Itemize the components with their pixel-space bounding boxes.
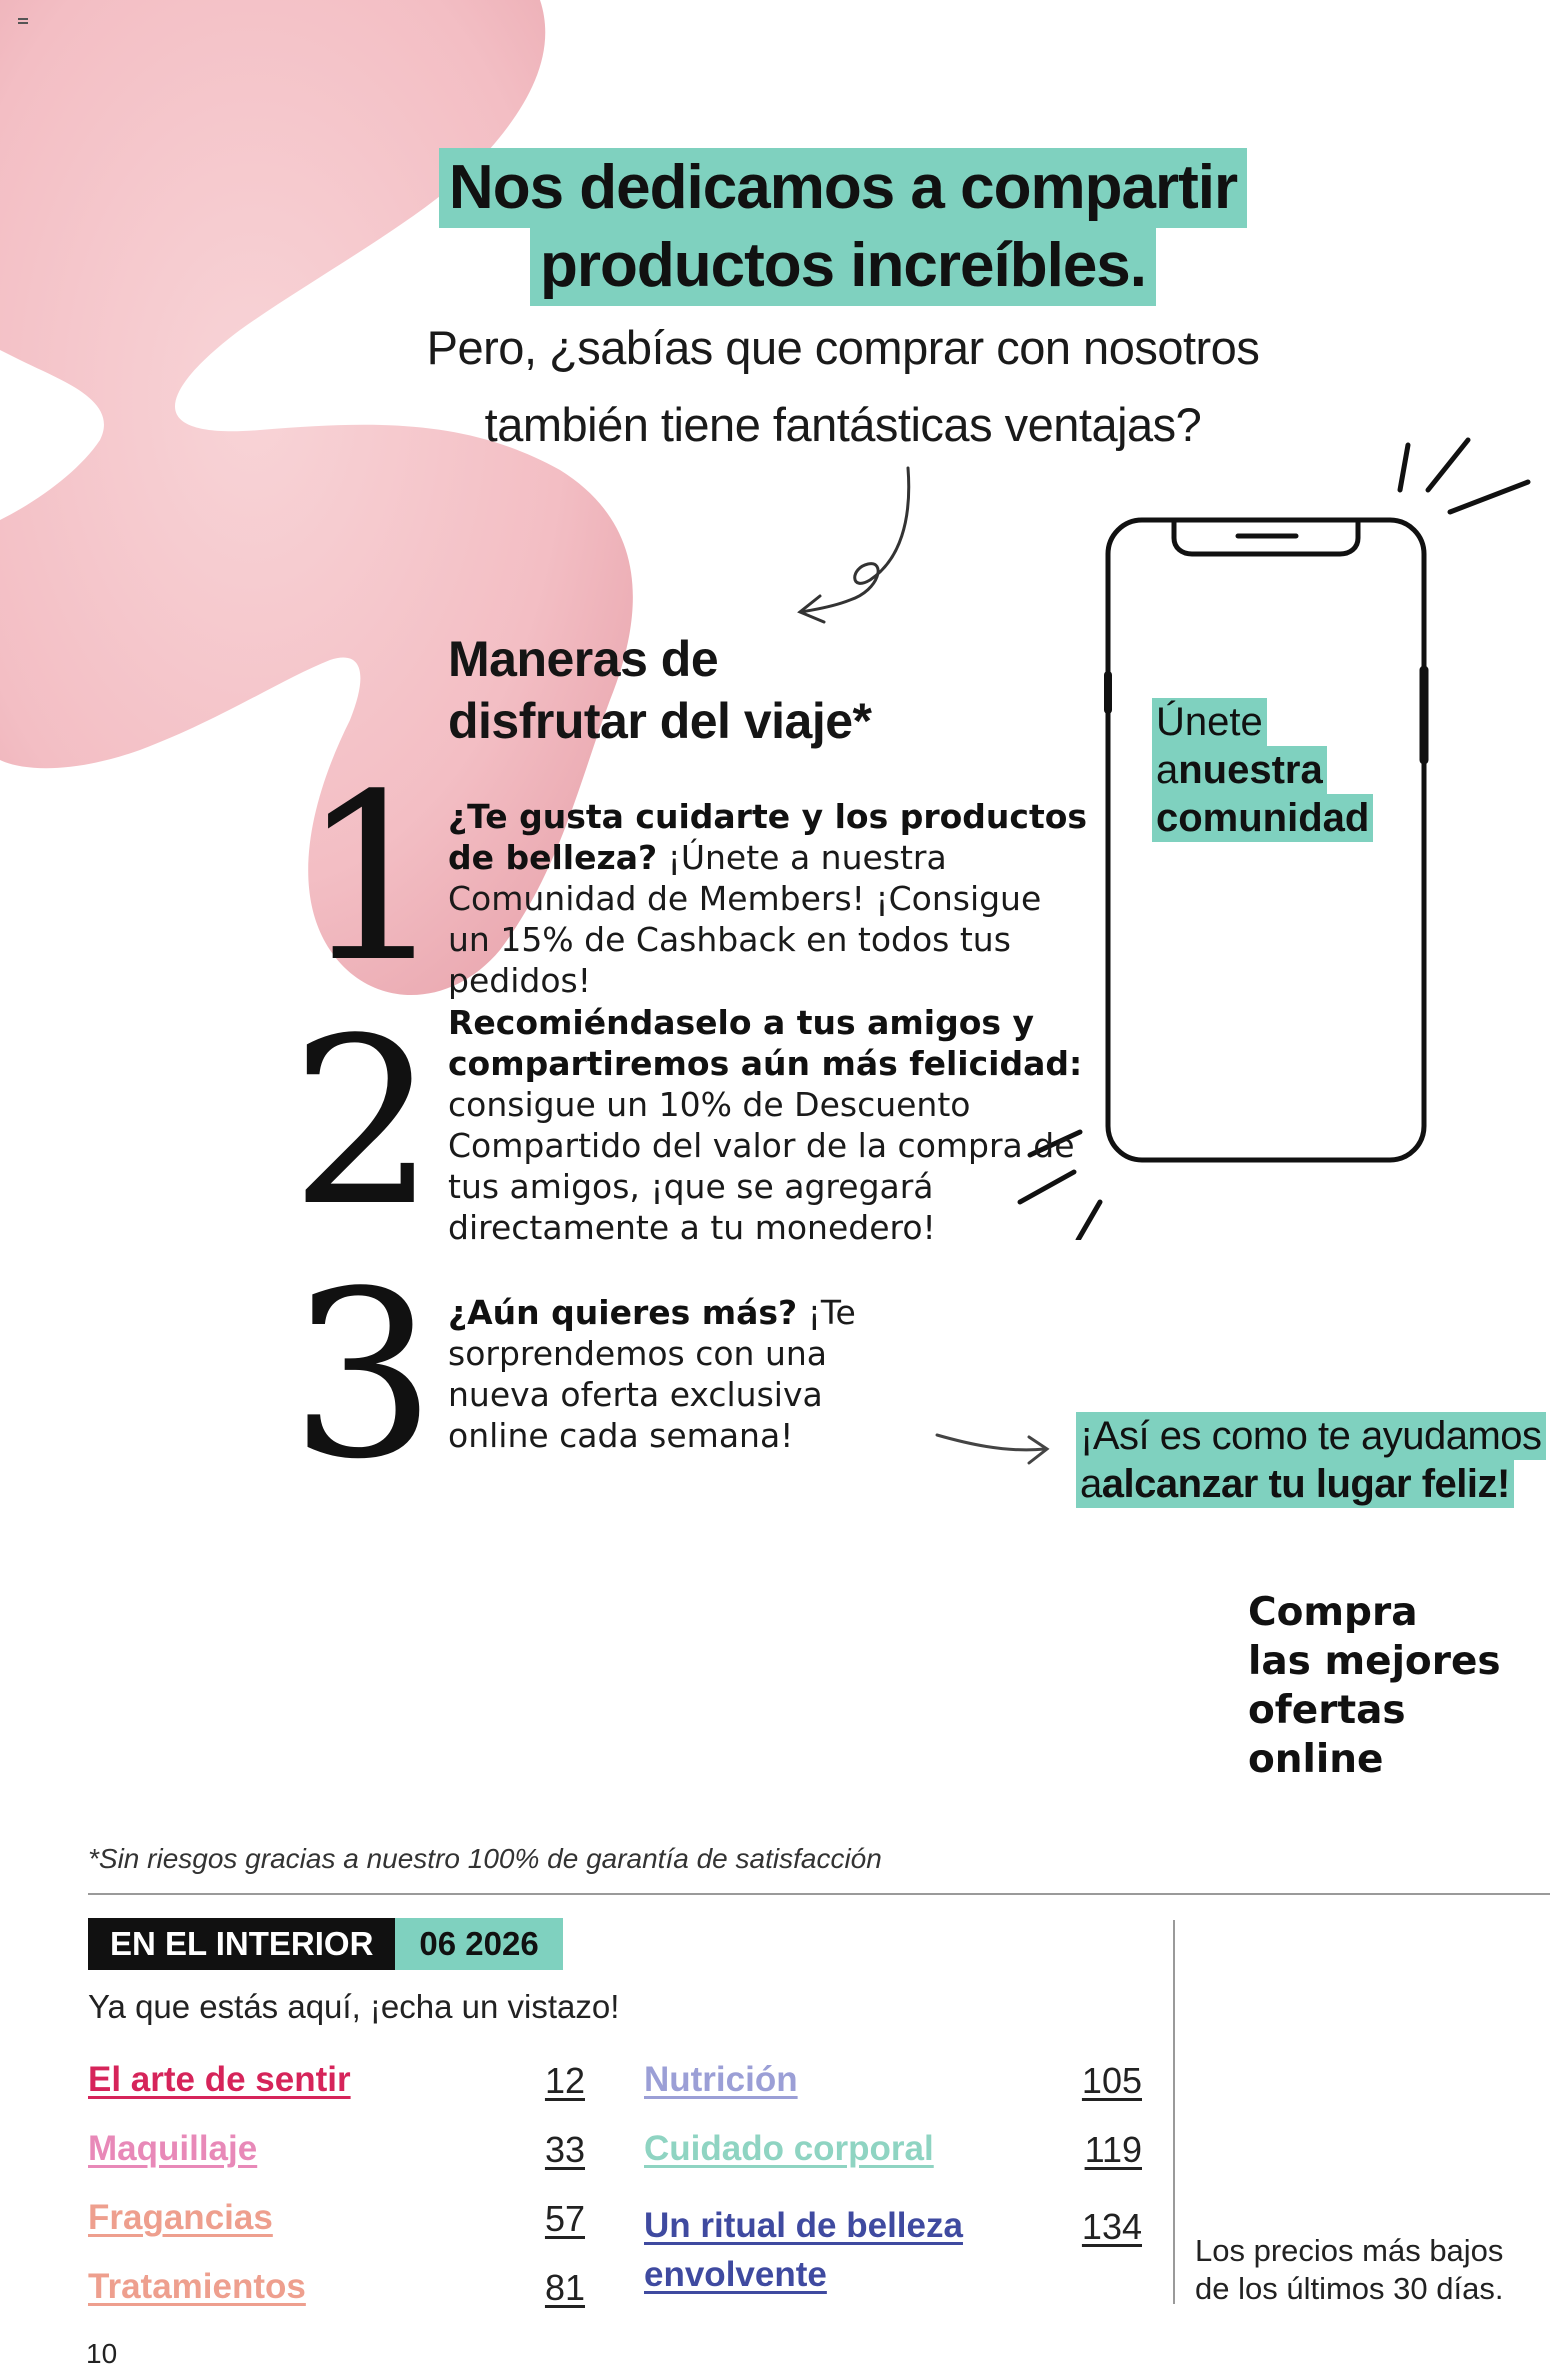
offers-callout [1248,1588,1550,1784]
step-number-1: 1 [300,746,447,1013]
happy-place-tag [1076,1412,1546,1508]
toc-link-ritual-de-belleza[interactable]: Un ritual de belleza [644,2206,963,2245]
step-number-2: 2 [290,990,437,1257]
section-title [448,628,872,752]
toc-page-ritual-de-belleza[interactable]: 134 [1081,2206,1142,2247]
lowest-prices-line-1: Los precios más bajos [1195,2233,1504,2268]
step-number-3: 3 [290,1243,437,1510]
toc-link-ritual-de-belleza-line-2[interactable]: envolvente [644,2255,827,2294]
step-2-body: consigue un 10% de Descuento Compartido del valor de la compra de tus amigos, ¡que se agregará directamente a tu monedero! [448,1085,1075,1247]
step-1-text [448,796,1088,1001]
step-2-text [448,1002,1088,1248]
step-3-text [448,1292,868,1456]
divider-vertical [1173,1920,1175,2304]
corner-mark [18,18,28,24]
disclaimer: *Sin riesgos gracias a nuestro 100% de garantía de satisfacción [88,1843,882,1874]
subheadline-line-2: también tiene fantásticas ventajas? [484,398,1202,451]
toc-page-fragancias[interactable]: 57 [544,2198,585,2239]
happy-line-1: ¡Así es como te ayudamos [1076,1412,1546,1460]
toc-link-nutricion[interactable]: Nutrición [644,2060,798,2099]
toc-page-nutricion[interactable]: 105 [1081,2060,1142,2101]
toc-link-cuidado-corporal[interactable]: Cuidado corporal [644,2129,934,2168]
headline-line-1: Nos dedicamos a compartir [439,148,1247,228]
arrow-right-icon [935,1425,1055,1475]
join-community-tag [1152,698,1373,842]
join-line-2-bold: nuestra [1178,748,1323,792]
join-line-1: Únete [1152,698,1267,746]
section-title-line-2: disfrutar del viaje* [448,693,872,749]
headline-line-2: productos increíbles. [530,226,1156,306]
toc-link-tratamientos[interactable]: Tratamientos [88,2267,306,2306]
offers-line-1: Compra [1248,1590,1418,1635]
inside-issue: 06 2026 [395,1918,562,1970]
offers-line-3: ofertas online [1248,1688,1406,1782]
toc-page-cuidado-corporal[interactable]: 119 [1084,2129,1142,2170]
join-line-3-bold: comunidad [1156,796,1370,840]
lowest-prices-note [1195,2232,1503,2308]
step-2-bold: Recomiéndaselo a tus amigos y compartiremos aún más felicidad: [448,1003,1083,1083]
join-line-2-prefix: a [1156,748,1179,792]
divider-horizontal [88,1893,1550,1895]
step-3-body: ¡Te sorprendemos con una nueva oferta exclusiva online cada semana! [448,1293,856,1455]
curly-arrow-icon [780,460,930,630]
toc-link-el-arte-de-sentir[interactable]: El arte de sentir [88,2060,351,2099]
join-line-3 [1152,794,1373,842]
lowest-prices-line-2: de los últimos 30 días. [1195,2271,1504,2306]
headline-line-2-wrapper [68,226,1550,306]
happy-line-2 [1076,1460,1514,1508]
step-3-bold: ¿Aún quieres más? [448,1293,798,1332]
toc-page-tratamientos[interactable]: 81 [544,2267,585,2308]
step-1-bold: ¿Te gusta cuidarte y los productos de belleza? [448,797,1088,877]
inside-intro: Ya que estás aquí, ¡echa un vistazo! [88,1988,620,2025]
page-number: 10 [86,2338,118,2368]
inside-tag [88,1918,563,1970]
section-title-line-1: Maneras de [448,631,719,687]
toc-link-fragancias[interactable]: Fragancias [88,2198,273,2237]
headline-line-1-wrapper [68,148,1550,228]
offers-line-2: las mejores [1248,1639,1501,1684]
join-line-2 [1152,746,1327,794]
toc-page-el-arte-de-sentir[interactable]: 12 [544,2060,585,2101]
happy-line-2-bold: alcanzar tu lugar feliz! [1101,1462,1510,1506]
subheadline-line-1: Pero, ¿sabías que comprar con nosotros [426,321,1260,374]
inside-label: EN EL INTERIOR [88,1918,395,1970]
step-1-body: ¡Únete a nuestra Comunidad de Members! ¡Consigue un 15% de Cashback en todos tus pedidos! [448,838,1042,1000]
happy-line-2-prefix: a [1080,1462,1102,1506]
toc-link-maquillaje[interactable]: Maquillaje [88,2129,258,2168]
toc-page-maquillaje[interactable]: 33 [544,2129,585,2170]
